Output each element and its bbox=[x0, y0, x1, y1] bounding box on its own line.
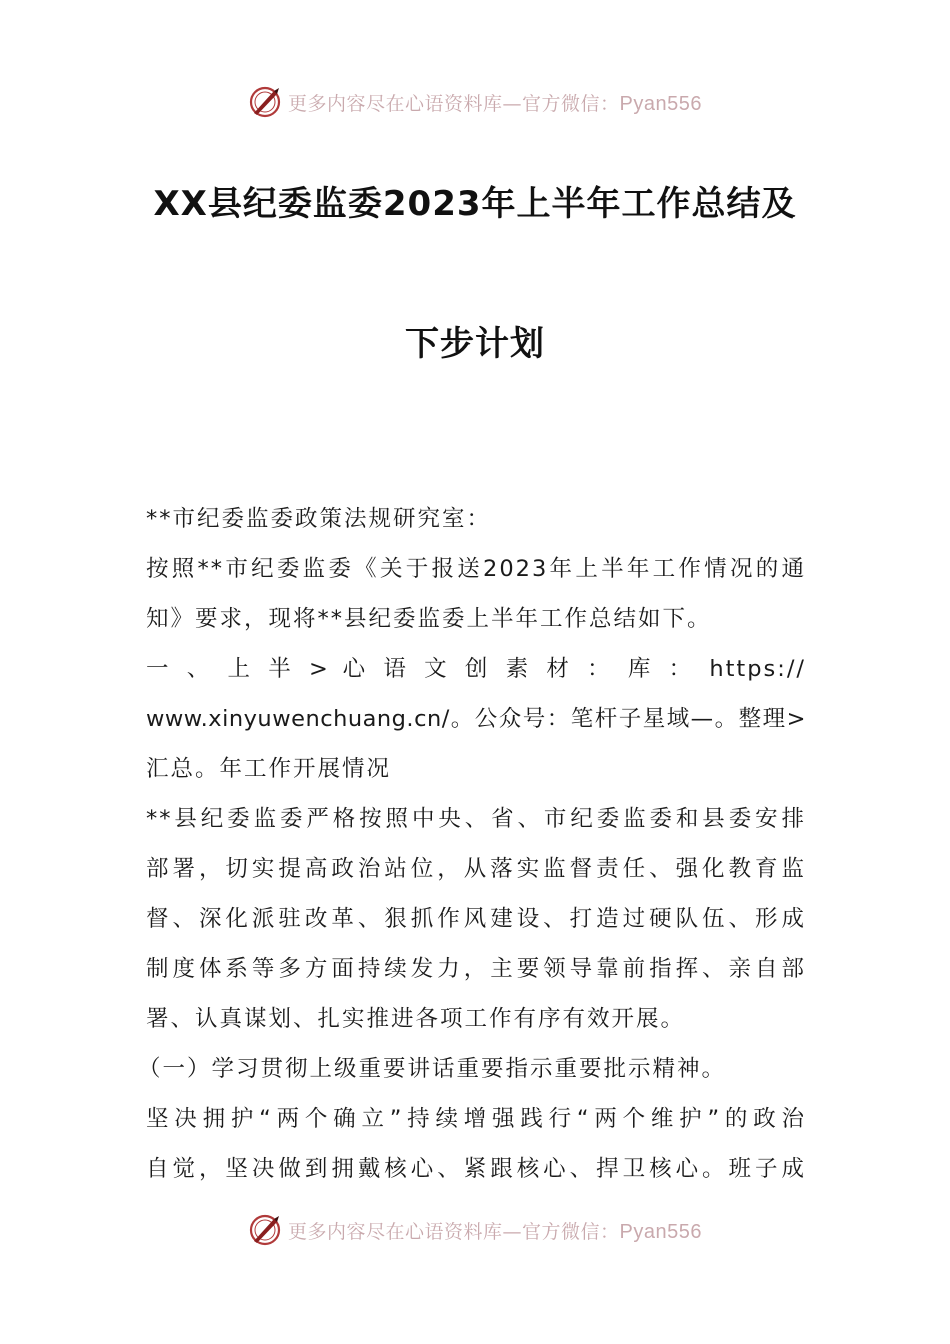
quill-pen-seal-icon bbox=[248, 85, 282, 119]
body-line: 督、深化派驻改革、狠抓作风建设、打造过硬队伍、形成 bbox=[146, 906, 806, 932]
watermark-account: Pyan556 bbox=[619, 1220, 702, 1243]
body-line: 汇总。年工作开展情况 bbox=[146, 756, 392, 782]
watermark-label: 更多内容尽在心语资料库—官方微信： bbox=[288, 1220, 620, 1243]
body-line: 知》要求，现将**县纪委监委上半年工作总结如下。 bbox=[146, 606, 712, 632]
watermark-label: 更多内容尽在心语资料库—官方微信： bbox=[288, 92, 620, 115]
body-line: **市纪委监委政策法规研究室： bbox=[146, 506, 492, 532]
body-line: 部署，切实提高政治站位，从落实监督责任、强化教育监 bbox=[146, 856, 806, 882]
watermark-text bbox=[288, 89, 702, 116]
body-line: 一 、 上 半 > 心 语 文 创 素 材 ： 库 ： https:// bbox=[146, 656, 806, 682]
watermark-banner-top bbox=[0, 82, 950, 122]
document-title-line-2: 下步计划 bbox=[405, 324, 545, 364]
body-line: 自觉，坚决做到拥戴核心、紧跟核心、捍卫核心。班子成 bbox=[146, 1156, 806, 1182]
watermark-account: Pyan556 bbox=[619, 92, 702, 115]
watermark-text bbox=[288, 1217, 702, 1244]
body-line: 制度体系等多方面持续发力，主要领导靠前指挥、亲自部 bbox=[146, 956, 806, 982]
document-title-line-1: XX县纪委监委2023年上半年工作总结及 bbox=[153, 184, 797, 224]
body-line: 坚决拥护“两个确立”持续增强践行“两个维护”的政治 bbox=[146, 1106, 806, 1132]
quill-pen-seal-icon bbox=[248, 1213, 282, 1247]
body-line: 署、认真谋划、扎实推进各项工作有序有效开展。 bbox=[146, 1006, 686, 1032]
body-line: www.xinyuwenchuang.cn/。公众号：笔杆子星域—。整理> bbox=[146, 706, 806, 732]
body-line: **县纪委监委严格按照中央、省、市纪委监委和县委安排 bbox=[146, 806, 806, 832]
watermark-banner-bottom bbox=[0, 1210, 950, 1250]
section-heading: （一）学习贯彻上级重要讲话重要指示重要批示精神。 bbox=[138, 1056, 727, 1082]
body-line: 按照**市纪委监委《关于报送2023年上半年工作情况的通 bbox=[146, 556, 806, 582]
